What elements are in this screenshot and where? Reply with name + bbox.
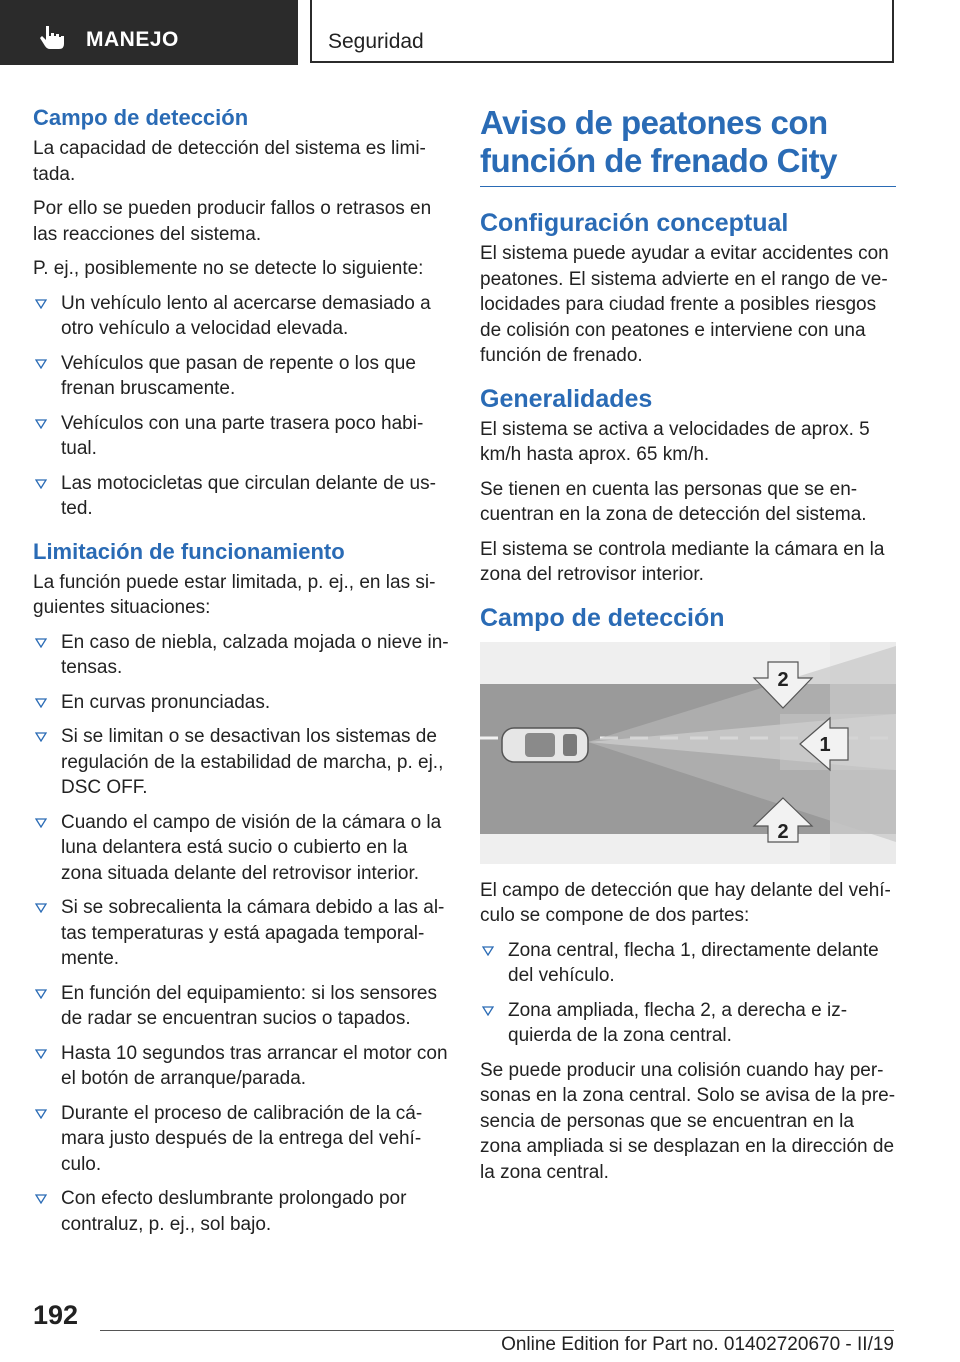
chapter-title: Seguridad (328, 30, 424, 53)
list-item-text: Si se limitan o se desactivan los sistemas de regulación de la estabilidad de marcha, p. ej., DSC OFF. (61, 726, 444, 798)
car-icon (502, 728, 588, 762)
list-item (33, 895, 451, 972)
list-item (33, 1101, 451, 1178)
detection-field-diagram (480, 642, 896, 864)
list-item (33, 981, 451, 1032)
triangle-bullet-icon (35, 638, 47, 648)
left-column (33, 104, 451, 1246)
paragraph: El campo de detección que hay delante del vehí-culo se compone de dos partes: (480, 879, 891, 926)
paragraph: La capacidad de detección del sistema es limi-tada. (33, 138, 426, 185)
paragraph: P. ej., posiblemente no se detecte lo siguiente: (33, 258, 424, 279)
heading-limitacion: Limitación de funcionamiento (33, 538, 345, 564)
list-item-text: Cuando el campo de visión de la cámara o la luna delantera está sucio o cubierto en la zona situada delante del retrovisor interior. (61, 811, 442, 884)
list-item-text: Con efecto deslumbrante prolongado por contraluz, p. ej., sol bajo. (61, 1188, 407, 1235)
svg-text:2: 2 (777, 668, 789, 691)
list-item (33, 291, 451, 342)
list-item-text: Vehículos que pasan de repente o los que frenan bruscamente. (61, 352, 416, 399)
paragraph: Se tienen en cuenta las personas que se en-cuentran en la zona de detección del sistema. (480, 478, 867, 525)
triangle-bullet-icon (35, 698, 47, 708)
list-zones (480, 938, 896, 1049)
list-item-text: Un vehículo lento al acercarse demasiado a otro vehículo a velocidad elevada. (61, 292, 431, 339)
paragraph: El sistema puede ayudar a evitar accidentes con peatones. El sistema advierte en el rango de ve-locidades para ciudad frente a posibles riesgos de colisión con peatones e interviene con una función de frenado. (480, 243, 889, 366)
paragraph: La función puede estar limitada, p. ej., en las si-guientes situaciones: (33, 571, 436, 618)
triangle-bullet-icon (35, 419, 47, 429)
triangle-bullet-icon (35, 903, 47, 913)
list-item-text: Si se sobrecalienta la cámara debido a las al-tas temperaturas y está apagada temporal-mente. (61, 897, 445, 969)
heading-campo-deteccion: Campo de detección (33, 105, 249, 130)
list-item-text: En curvas pronunciadas. (61, 691, 271, 713)
list-item-text: Durante el proceso de calibración de la cá-mara justo después de la entrega del vehí-culo. (61, 1102, 423, 1175)
paragraph: Se puede producir una colisión cuando hay per-sonas en la zona central. Solo se avisa de la pre-sencia de personas que se encuentran en la zona ampliada si se desplazan en la dirección de la zona central. (480, 1059, 896, 1183)
paragraph: Por ello se pueden producir fallos o retrasos en las reacciones del sistema. (33, 198, 432, 245)
list-item (33, 630, 451, 681)
list-item (33, 1041, 451, 1092)
list-item (480, 938, 896, 989)
chapter-header (310, 0, 894, 63)
list-limitations (33, 630, 451, 1238)
triangle-bullet-icon (35, 479, 47, 489)
list-item-text: Las motocicletas que circulan delante de us-ted. (61, 472, 436, 519)
triangle-bullet-icon (35, 359, 47, 369)
paragraph: El sistema se controla mediante la cámara en la zona del retrovisor interior. (480, 538, 885, 585)
list-item (33, 810, 451, 887)
list-item-text: En caso de niebla, calzada mojada o nieve in-tensas. (61, 631, 449, 678)
list-item-text: Vehículos con una parte trasera poco habi-tual. (61, 412, 424, 459)
article-title: Aviso de peatones con función de frenado City (480, 104, 896, 187)
section-tab (0, 0, 298, 65)
list-item-text: En función del equipamiento: si los sensores de radar se encuentran sucios o tapados. (61, 982, 438, 1029)
list-item (33, 471, 451, 522)
list-item (480, 998, 896, 1049)
right-column (480, 104, 896, 1194)
triangle-bullet-icon (35, 732, 47, 742)
triangle-bullet-icon (35, 1194, 47, 1204)
section-title: MANEJO (86, 28, 179, 51)
triangle-bullet-icon (482, 1006, 494, 1016)
svg-text:2: 2 (777, 820, 789, 843)
paragraph: El sistema se activa a velocidades de aprox. 5 km/h hasta aprox. 65 km/h. (480, 418, 870, 465)
heading-campo-deteccion-2: Campo de detección (480, 603, 725, 632)
list-item-text: Zona central, flecha 1, directamente delante del vehículo. (508, 939, 879, 986)
list-item (33, 351, 451, 402)
list-item-text: Zona ampliada, flecha 2, a derecha e iz-quierda de la zona central. (508, 999, 848, 1046)
triangle-bullet-icon (35, 989, 47, 999)
list-not-detected (33, 291, 451, 522)
edition-note: Online Edition for Part no. 01402720670 - II/19 (501, 1334, 894, 1355)
list-item (33, 1186, 451, 1237)
triangle-bullet-icon (482, 946, 494, 956)
heading-generalidades: Generalidades (480, 384, 653, 413)
triangle-bullet-icon (35, 1049, 47, 1059)
triangle-bullet-icon (35, 1109, 47, 1119)
list-item (33, 690, 451, 716)
hand-pointer-icon (38, 24, 66, 50)
list-item-text: Hasta 10 segundos tras arrancar el motor con el botón de arranque/parada. (61, 1042, 448, 1089)
list-item (33, 724, 451, 801)
footer-divider (100, 1330, 894, 1331)
list-item (33, 411, 451, 462)
triangle-bullet-icon (35, 818, 47, 828)
triangle-bullet-icon (35, 299, 47, 309)
page-number: 192 (33, 1300, 79, 1330)
heading-configuracion: Configuración conceptual (480, 209, 789, 237)
svg-text:1: 1 (819, 733, 831, 756)
